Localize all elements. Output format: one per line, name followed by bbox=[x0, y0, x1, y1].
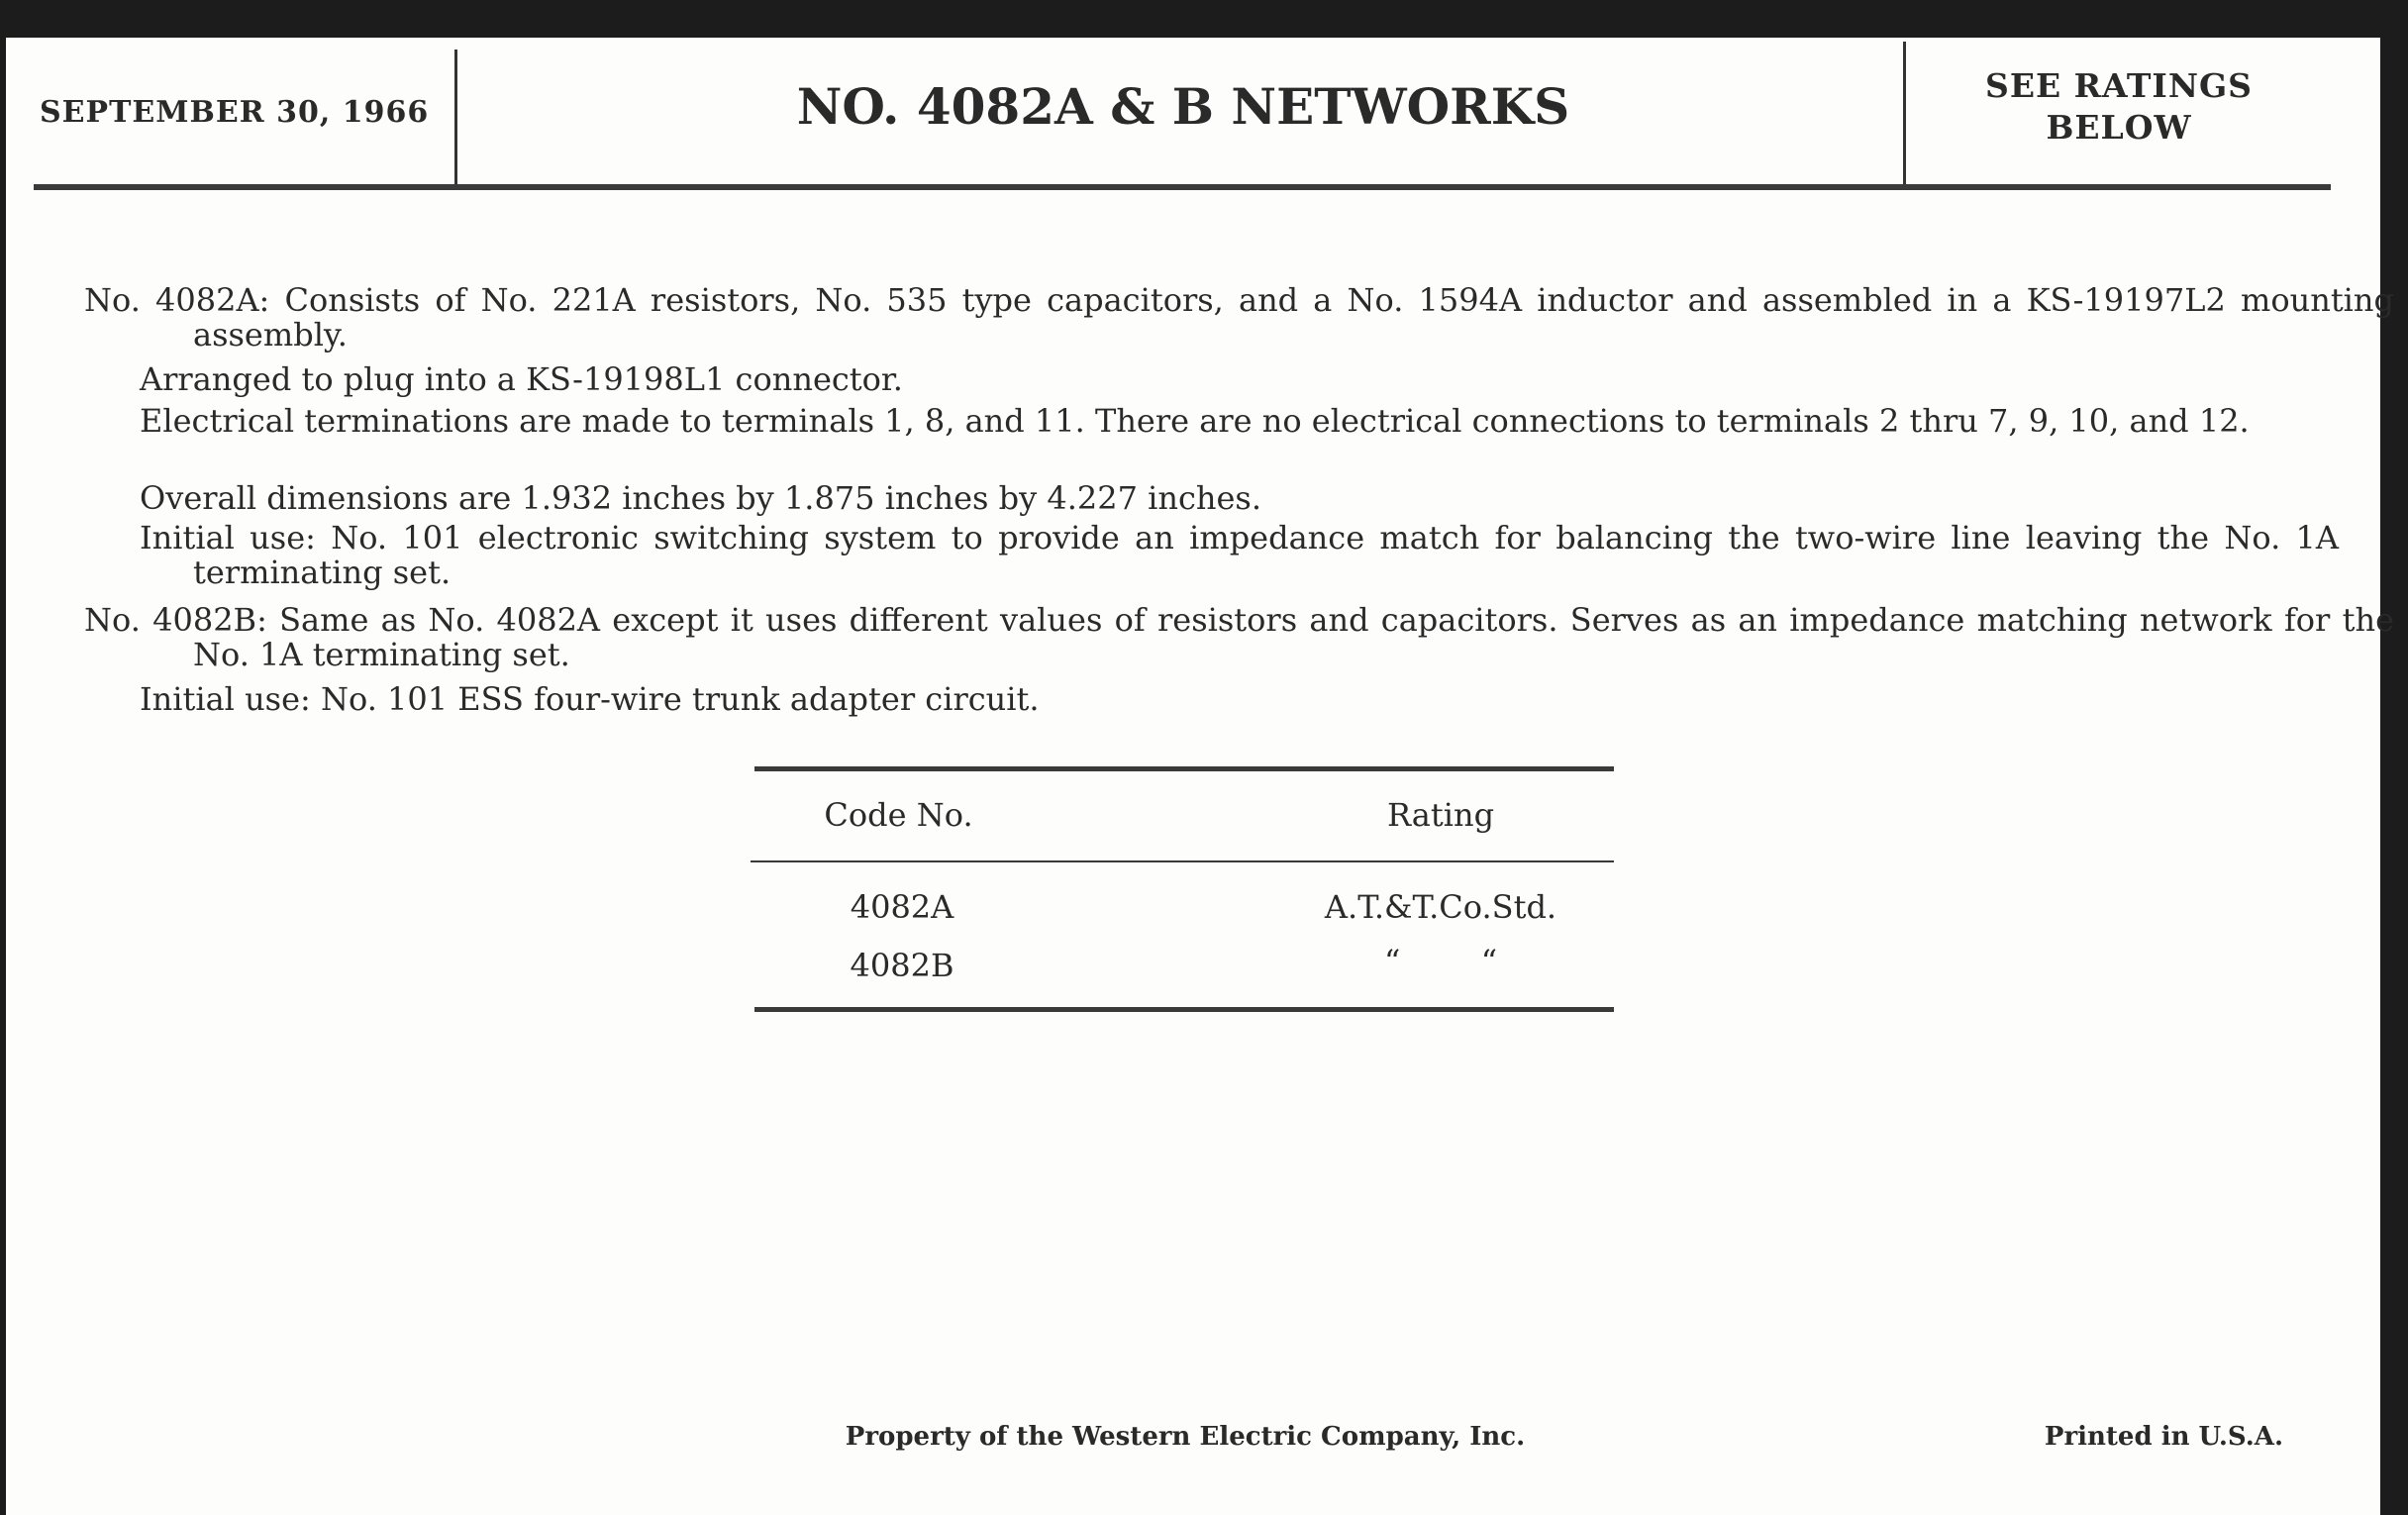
table-header-code: Code No. bbox=[824, 796, 973, 834]
document-page bbox=[6, 38, 2380, 1515]
ratings-note-line2: BELOW bbox=[2046, 108, 2192, 147]
table-cell-rating: “ “ bbox=[1383, 943, 1498, 980]
ratings-note-line1: SEE RATINGS bbox=[1984, 66, 2254, 105]
table-bottom-rule bbox=[754, 1007, 1614, 1012]
paragraph-4082b: No. 4082B: Same as No. 4082A except it uses different values of resistors and capacitors. Serves as an impedance matching network for the No. 1A terminating set. bbox=[84, 601, 2394, 673]
footer-property: Property of the Western Electric Company, Inc. bbox=[845, 1422, 1526, 1452]
paragraph-4082a: No. 4082A: Consists of No. 221A resistors, No. 535 type capacitors, and a No. 1594A inductor and assembled in a KS-19197L2 mounting assembly. bbox=[84, 281, 2394, 354]
table-cell-rating: A.T.&T.Co.Std. bbox=[1324, 888, 1557, 926]
paragraph-terminations: Electrical terminations are made to terminals 1, 8, and 11. There are no electrical connections to terminals 2 thru 7, 9, 10, and 12. bbox=[140, 402, 2250, 440]
table-header-rule bbox=[751, 860, 1614, 862]
header-divider-right bbox=[1903, 42, 1906, 186]
document-date: SEPTEMBER 30, 1966 bbox=[40, 95, 430, 130]
table-cell-code: 4082B bbox=[850, 947, 954, 984]
paragraph-dimensions: Overall dimensions are 1.932 inches by 1.875 inches by 4.227 inches. bbox=[140, 479, 1262, 517]
table-top-rule bbox=[754, 766, 1614, 771]
ratings-note bbox=[1911, 65, 2327, 149]
table-header-rating: Rating bbox=[1386, 796, 1495, 834]
footer-printed: Printed in U.S.A. bbox=[2044, 1422, 2283, 1452]
paragraph-connector: Arranged to plug into a KS-19198L1 connector. bbox=[140, 360, 903, 398]
table-cell-code: 4082A bbox=[850, 888, 954, 926]
paragraph-initial-use-b: Initial use: No. 101 ESS four-wire trunk adapter circuit. bbox=[140, 680, 1040, 718]
paragraph-initial-use-a: Initial use: No. 101 electronic switching system to provide an impedance match for balancing the two-wire line leaving the No. 1A terminating set. bbox=[140, 519, 2339, 591]
header-rule bbox=[34, 184, 2331, 190]
header-divider-left bbox=[454, 50, 457, 188]
page-title: NO. 4082A & B NETWORKS bbox=[796, 77, 1570, 136]
